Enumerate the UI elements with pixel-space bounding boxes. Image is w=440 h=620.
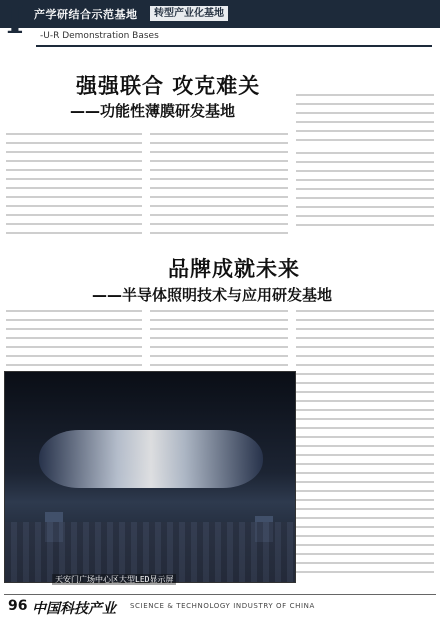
article1-column-2 xyxy=(150,133,288,241)
magazine-logo: 中国科技产业 xyxy=(32,601,116,617)
magazine-english-name: SCIENCE & TECHNOLOGY INDUSTRY OF CHINA xyxy=(130,602,315,610)
header-rule xyxy=(36,45,432,47)
article2-headline: 品牌成就未来 xyxy=(168,257,300,281)
header-subtitle: -U-R Demonstration Bases xyxy=(40,31,159,41)
article2-column-2 xyxy=(150,310,288,366)
led-screen-glow xyxy=(39,430,263,488)
article2-column-1 xyxy=(6,310,142,366)
page-number: 96 xyxy=(8,598,28,614)
header-initial-letter: I xyxy=(6,0,24,42)
article1-subheadline: ——功能性薄膜研发基地 xyxy=(70,102,236,120)
article2-subheadline: ——半导体照明技术与应用研发基地 xyxy=(92,286,333,304)
photo-caption: 天安门广场中心区大型LED显示屏 xyxy=(52,574,176,585)
article1-column-1 xyxy=(6,133,142,241)
article1-column-3 xyxy=(296,152,434,232)
article1-headline: 强强联合 攻克难关 xyxy=(76,74,261,98)
header-title: 产学研结合示范基地 xyxy=(34,8,138,21)
article2-column-3 xyxy=(296,310,434,578)
footer-rule xyxy=(4,594,436,595)
led-display-photo xyxy=(4,371,296,583)
header-badge: 转型产业化基地 xyxy=(150,6,228,21)
article1-column-right-top xyxy=(296,94,434,144)
